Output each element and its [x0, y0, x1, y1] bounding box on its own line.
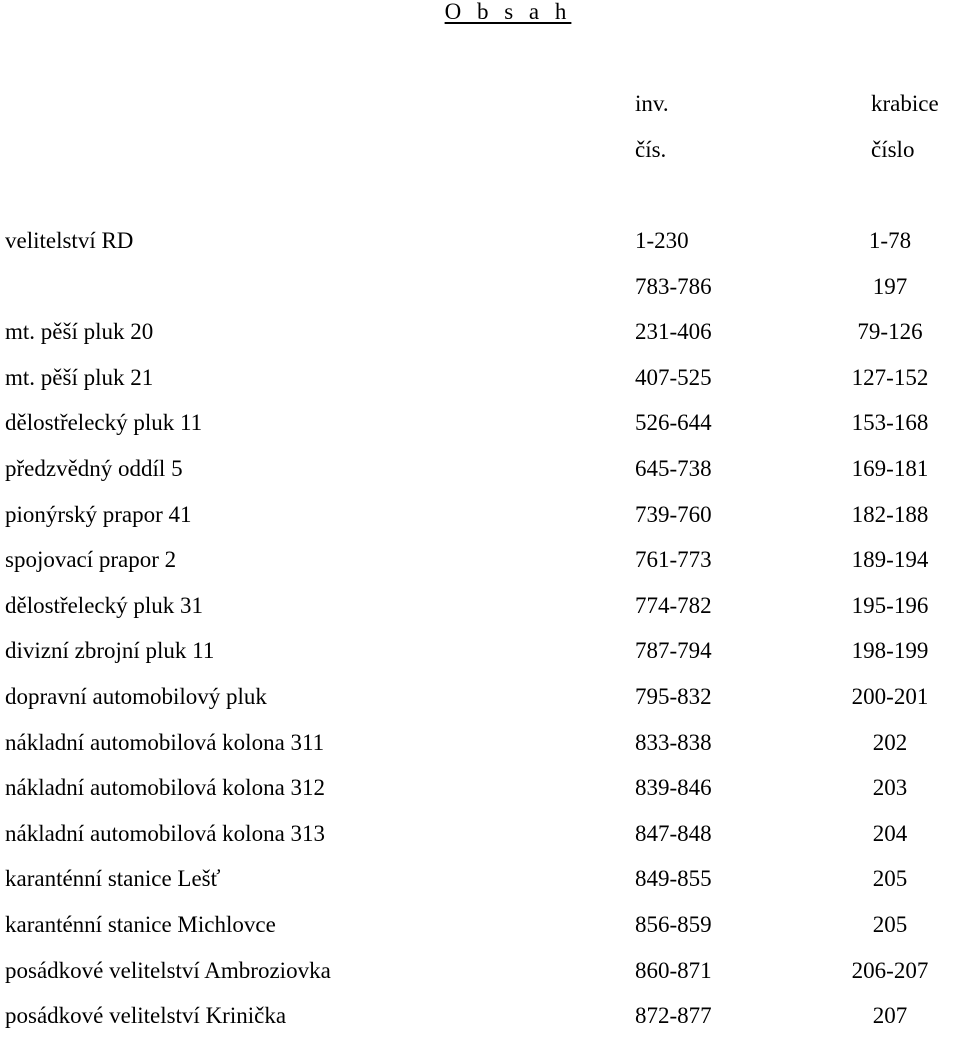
table-row — [0, 226, 960, 272]
inventory-range: 856-859 — [635, 911, 712, 937]
inventory-range: 860-871 — [635, 957, 712, 983]
box-number: 79-126 — [857, 319, 923, 345]
table-row — [0, 545, 960, 591]
unit-name: mt. pěší pluk 21 — [5, 364, 154, 390]
unit-name: dopravní automobilový pluk — [5, 683, 267, 709]
table-row — [0, 910, 960, 956]
inventory-range: 783-786 — [635, 273, 712, 299]
box-number: 189-194 — [851, 547, 929, 573]
box-number: 195-196 — [851, 592, 929, 618]
box-number: 200-201 — [851, 683, 929, 709]
table-row — [0, 317, 960, 363]
table-row — [0, 454, 960, 500]
inventory-range: 787-794 — [635, 638, 712, 664]
inv-header-line1: inv. — [635, 91, 669, 116]
box-number: 1-78 — [868, 228, 912, 253]
inv-header-line2: čís. — [635, 137, 667, 162]
inventory-range: 645-738 — [635, 455, 712, 481]
box-number: 197 — [872, 273, 908, 299]
table-row — [0, 682, 960, 728]
box-number: 207 — [872, 1003, 908, 1029]
table-row — [0, 864, 960, 910]
unit-name: mt. pěší pluk 20 — [5, 319, 154, 345]
inventory-range: 833-838 — [635, 729, 712, 755]
table-row — [0, 728, 960, 774]
box-number: 169-181 — [851, 455, 929, 481]
inventory-range: 849-855 — [635, 866, 712, 892]
inventory-range: 839-846 — [635, 775, 712, 801]
inventory-range: 774-782 — [635, 592, 712, 618]
table-row — [0, 636, 960, 682]
unit-name: karanténní stanice Lešť — [5, 866, 221, 892]
table-row — [0, 773, 960, 819]
table-row — [0, 956, 960, 1002]
box-number: 182-188 — [851, 501, 929, 527]
inventory-range: 795-832 — [635, 683, 712, 709]
unit-name: dělostřelecký pluk 31 — [5, 592, 204, 618]
table-row — [0, 500, 960, 546]
unit-name: nákladní automobilová kolona 312 — [5, 775, 326, 801]
inventory-range: 231-406 — [635, 319, 712, 345]
unit-name: spojovací prapor 2 — [5, 547, 177, 573]
box-number: 198-199 — [851, 638, 929, 664]
box-header-line1: krabice — [871, 91, 939, 116]
table-row — [0, 591, 960, 637]
inventory-range: 1-230 — [635, 228, 689, 253]
page-title: O b s a h — [444, 0, 572, 24]
unit-name: nákladní automobilová kolona 311 — [5, 729, 325, 755]
box-number: 127-152 — [851, 364, 929, 390]
table-row — [0, 1001, 960, 1047]
inventory-range: 761-773 — [635, 547, 712, 573]
unit-name: dělostřelecký pluk 11 — [5, 410, 203, 436]
box-header-line2: číslo — [871, 137, 915, 162]
contents-table — [0, 226, 960, 1047]
box-number: 203 — [872, 775, 908, 801]
box-number: 205 — [872, 911, 908, 937]
unit-name: velitelství RD — [5, 228, 134, 253]
box-number: 206-207 — [851, 957, 929, 983]
unit-name: posádkové velitelství Ambroziovka — [5, 957, 331, 983]
table-row — [0, 272, 960, 318]
unit-name: nákladní automobilová kolona 313 — [5, 820, 326, 846]
unit-name: karanténní stanice Michlovce — [5, 911, 276, 937]
box-number: 202 — [872, 729, 908, 755]
unit-name: pionýrský prapor 41 — [5, 501, 192, 527]
inventory-range: 739-760 — [635, 501, 712, 527]
inventory-range: 847-848 — [635, 820, 712, 846]
box-number: 205 — [872, 866, 908, 892]
box-number: 153-168 — [851, 410, 929, 436]
inventory-range: 872-877 — [635, 1003, 712, 1029]
unit-name: posádkové velitelství Krinička — [5, 1003, 287, 1029]
unit-name: divizní zbrojní pluk 11 — [5, 638, 215, 664]
table-row — [0, 408, 960, 454]
inventory-range: 407-525 — [635, 364, 712, 390]
unit-name: předzvědný oddíl 5 — [5, 455, 183, 481]
table-row — [0, 819, 960, 865]
table-row — [0, 363, 960, 409]
box-number: 204 — [872, 820, 908, 846]
inventory-range: 526-644 — [635, 410, 712, 436]
